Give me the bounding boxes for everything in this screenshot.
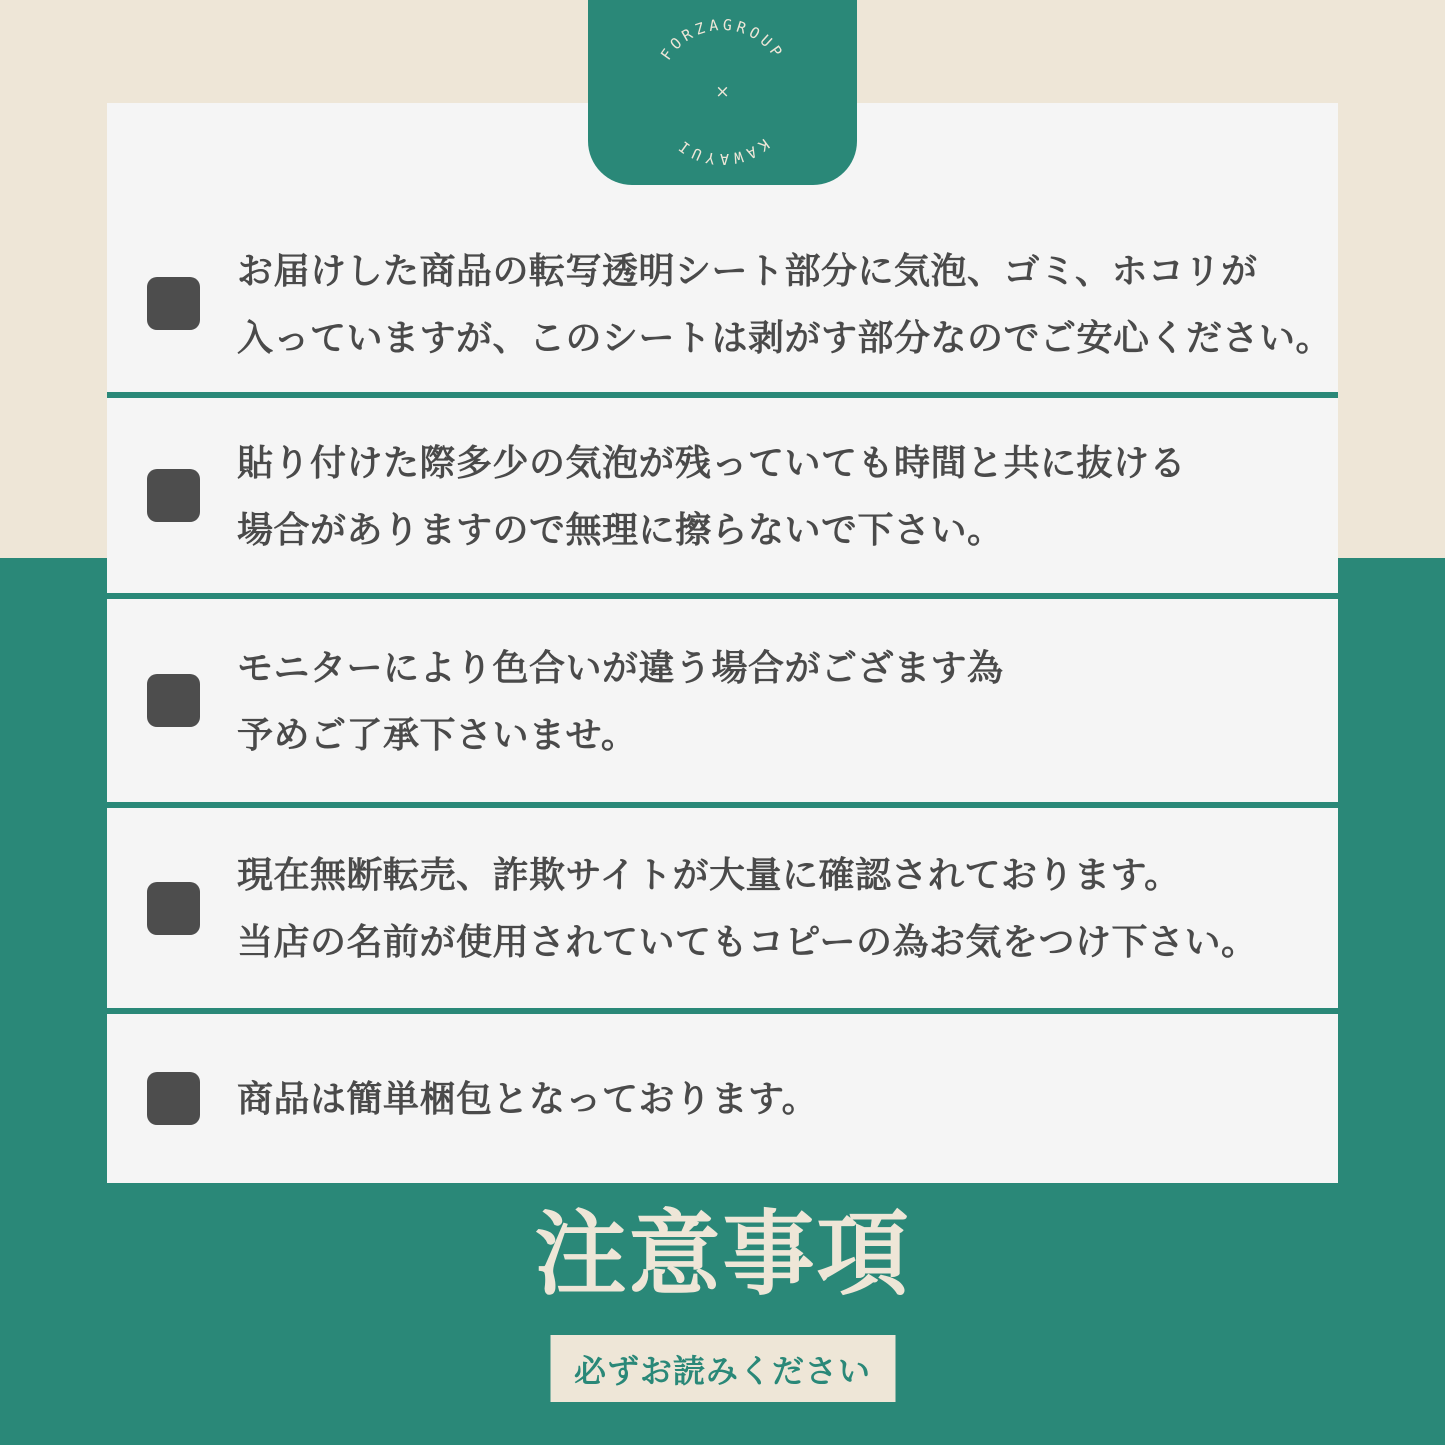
notice-text [237, 429, 1186, 563]
notice-row [107, 808, 1338, 1008]
checkbox-square-icon [147, 277, 200, 330]
notice-row [107, 599, 1338, 802]
checkbox-square-icon [147, 1072, 200, 1125]
notice-text [237, 1065, 818, 1132]
notice-text-line: 場合がありますので無理に擦らないで下さい。 [237, 508, 1004, 550]
notice-text [237, 841, 1258, 975]
notice-text [237, 634, 1004, 768]
notice-text [237, 237, 1332, 371]
must-read-label: 必ずお読みください [550, 1335, 895, 1402]
logo-x-separator: × [715, 82, 730, 102]
notice-text-line: 商品は簡単梱包となっております。 [237, 1078, 819, 1119]
notice-text-line: 貼り付けた際多少の気泡が残っていても時間と共に抜ける [237, 441, 1187, 483]
notice-row [107, 398, 1338, 593]
checkbox-square-icon [147, 882, 200, 935]
notices-panel [107, 103, 1338, 1183]
notice-text-line: お届けした商品の転写透明シート部分に気泡、ゴミ、ホコリが [237, 249, 1258, 291]
notice-text-line: 現在無断転売、詐欺サイトが大量に確認されております。 [237, 854, 1181, 895]
brand-logo-circular-icon [588, 0, 857, 185]
notice-text-line: 当店の名前が使用されていてもコピーの為お気をつけ下さい。 [237, 921, 1258, 962]
checkbox-square-icon [147, 674, 200, 727]
notice-text-line: 入っていますが、このシートは剥がす部分なのでご安心ください。 [237, 316, 1333, 358]
logo-top-arc-text: FORZAGROUP [656, 15, 789, 64]
brand-logo-tab [588, 0, 857, 185]
page-title: 注意事項 [534, 1204, 911, 1306]
notice-text-line: モニターにより色合いが違う場合がござます為 [237, 646, 1004, 688]
notice-text-line: 予めご了承下さいませ。 [237, 713, 638, 755]
logo-bottom-arc-text: KAWAYUI [672, 134, 773, 169]
checkbox-square-icon [147, 469, 200, 522]
notice-row [107, 1014, 1338, 1183]
